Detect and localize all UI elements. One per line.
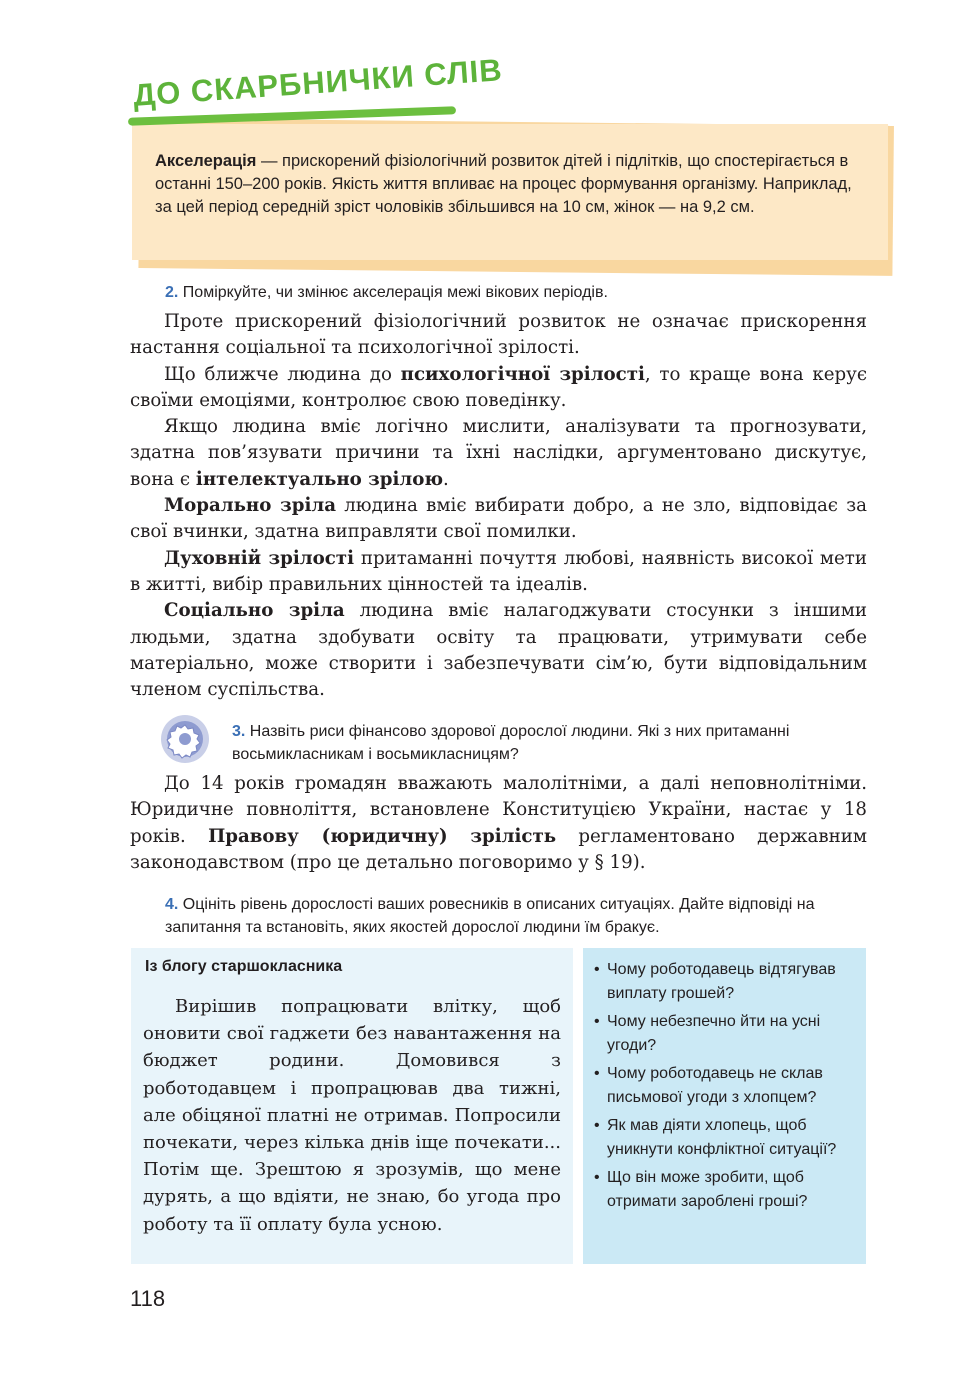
- page-number: 118: [130, 1286, 166, 1311]
- vocab-title: ДО СКАРБНИЧКИ СЛІВ: [132, 52, 504, 113]
- blog-heading: Із блогу старшокласника: [145, 958, 343, 975]
- vocab-definition-text: — прискорений фізіологічний розвиток дітей і підлітків, що спостерігається в останні 150–200 років. Якість життя впливає на процес формування організму. Наприклад, за цей період середній зріст чоловіків збільшився на 10 см, жінок — на 9,2 см.: [155, 152, 852, 216]
- paragraph: До 14 років громадян вважають малолітніми, а далі неповнолітніми. Юридичне повноліття, встановлене Конституцією України, настає у 18 років. Правову (юридичну) зрілість регламентовано державним законодавством (про це детально поговоримо у § 19).: [130, 773, 867, 873]
- question-text: Назвіть риси фінансово здорової дорослої людини. Які з них притаманні восьмикласникам і восьмикласницям?: [232, 723, 790, 763]
- question-number: 2.: [165, 284, 179, 301]
- list-item: • Чому роботодавець відтягував виплату грошей?: [594, 958, 862, 1005]
- paragraph: Морально зріла людина вміє вибирати добро, а не зло, відповідає за свої вчинки, здатна виправляти свої помилки.: [130, 495, 867, 543]
- list-item: • Чому роботодавець не склав письмової угоди з хлопцем?: [594, 1062, 862, 1109]
- vocab-definition: [155, 150, 855, 219]
- question-4: [165, 893, 867, 939]
- question-3: [232, 720, 868, 766]
- vocab-term: Акселерація: [155, 152, 257, 170]
- paragraph: Що ближче людина до психологічної зрілості, то краще вона керує своїми емоціями, контролює свою поведінку.: [130, 363, 868, 411]
- body-text-2: [130, 771, 867, 876]
- blog-text: Вирішив попрацювати влітку, щоб оновити свої гаджети без навантаження на бюджет родини. Домовився з роботодавцем і пропрацював два тижні, але обіцяної платні не отримав. Попросили почекати, через кілька днів іще почекати... Потім ще. Зрештою я зрозумів, що мене дурять, а що вдіяти, не знаю, бо угода про роботу та її оплату була усною.: [143, 996, 561, 1235]
- list-item: • Що він може зробити, щоб отримати зароблені гроші?: [594, 1166, 862, 1213]
- paragraph: Якщо людина вміє логічно мислити, аналізувати та прогнозувати, здатна пов’язувати причини та їхні наслідки, аргументовано дискутує, вона є інтелектуально зрілою.: [130, 416, 867, 490]
- list-item: • Як мав діяти хлопець, щоб уникнути конфліктної ситуації?: [594, 1114, 862, 1161]
- list-item: • Чому небезпечно йти на усні угоди?: [594, 1010, 862, 1057]
- question-2: [165, 281, 865, 304]
- gear-icon: [160, 714, 210, 764]
- body-text-1: [130, 309, 867, 703]
- paragraph: Соціально зріла людина вміє налагоджувати стосунки з іншими людьми, здатна здобувати освіту та працювати, утримувати себе матеріально, може створити і забезпечувати сім’ю, бути відповідальним членом суспільства.: [130, 600, 867, 701]
- question-number: 4.: [165, 896, 179, 913]
- questions-list: [594, 958, 862, 1218]
- paragraph: Проте прискорений фізіологічний розвиток не означає прискорення настання соціальної та психологічної зрілості.: [130, 311, 867, 359]
- paragraph: Духовній зрілості притаманні почуття любові, наявність високої мети в житті, вибір правильних цінностей та ідеалів.: [130, 547, 867, 595]
- question-text: Оцініть рівень дорослості ваших ровесників в описаних ситуаціях. Дайте відповіді на запитання та встановіть, яких якостей дорослої людини їм бракує.: [165, 896, 815, 936]
- question-number: 3.: [232, 723, 246, 740]
- question-text: Поміркуйте, чи змінює акселерація межі вікових періодів.: [182, 284, 608, 301]
